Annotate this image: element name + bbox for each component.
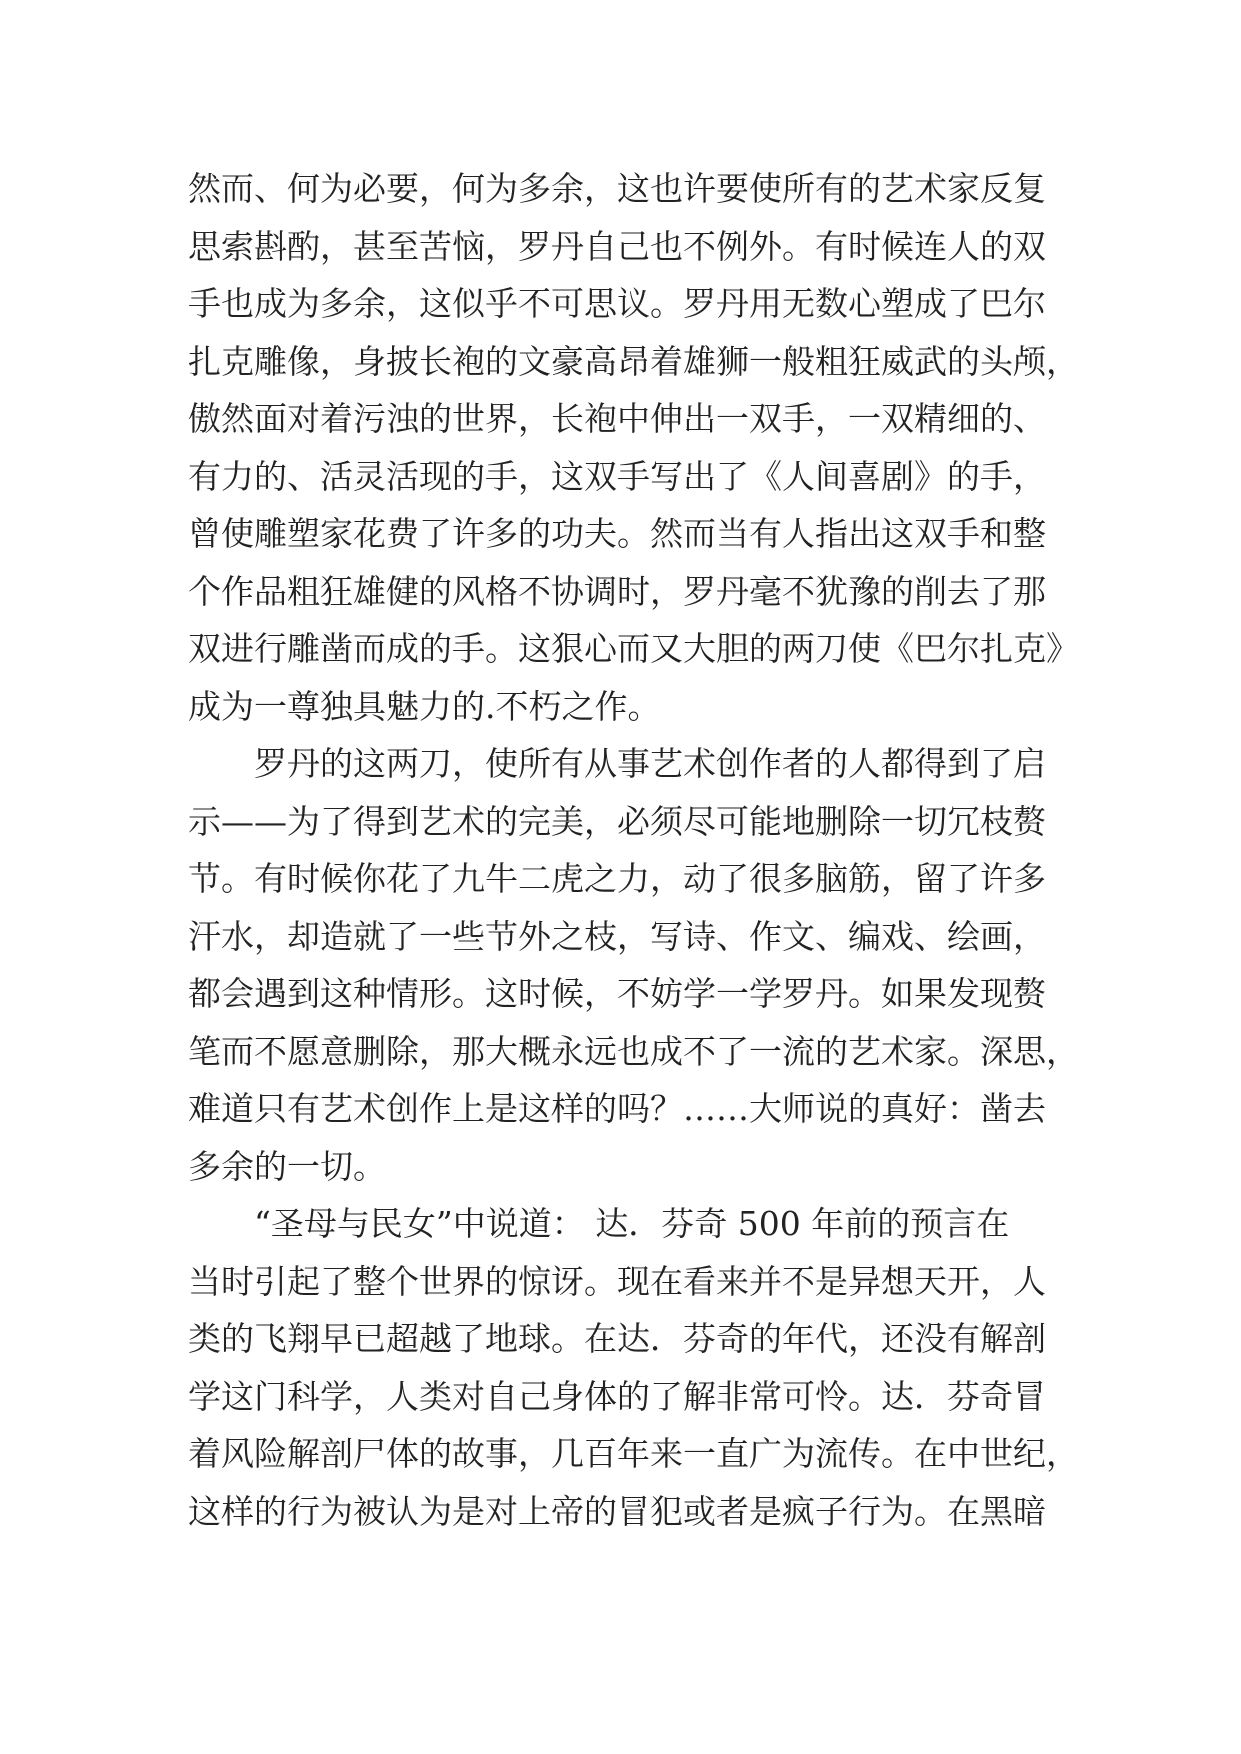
text-line: 个作品粗狂雄健的风格不协调时，罗丹毫不犹豫的削去了那: [188, 571, 1046, 611]
text-line: 傲然面对着污浊的世界，长袍中伸出一双手，一双精细的、: [188, 399, 1046, 438]
text-line: 双进行雕凿而成的手。这狠心而又大胆的两刀使《巴尔扎克》: [188, 629, 1079, 668]
text-line: 学这门科学，人类对自己身体的了解非常可怜。达．芬奇冒: [188, 1376, 1046, 1416]
paragraph: [188, 735, 1079, 1195]
text-line: 难道只有艺术创作上是这样的吗？……大师说的真好：凿去: [188, 1089, 1046, 1128]
text-line: 这样的行为被认为是对上帝的冒犯或者是疯子行为。在黑暗: [188, 1491, 1046, 1531]
text-line: 笔而不愿意删除，那大概永远也成不了一流的艺术家。深思，: [188, 1031, 1079, 1071]
text-line: 类的飞翔早已超越了地球。在达．芬奇的年代，还没有解剖: [188, 1319, 1046, 1358]
text-line: 曾使雕塑家花费了许多的功夫。然而当有人指出这双手和整: [188, 514, 1046, 553]
text-line: 手也成为多余，这似乎不可思议。罗丹用无数心塑成了巴尔: [188, 284, 1046, 323]
text-line: 成为一尊独具魅力的.不朽之作。: [188, 686, 661, 726]
text-line: 多余的一切。: [188, 1146, 386, 1186]
text-line: 当时引起了整个世界的惊讶。现在看来并不是异想天开，人: [188, 1261, 1046, 1301]
text-line: 都会遇到这种情形。这时候，不妨学一学罗丹。如果发现赘: [188, 974, 1046, 1013]
paragraph: [188, 160, 1079, 735]
text-line: 有力的、活灵活现的手，这双手写出了《人间喜剧》的手，: [188, 456, 1046, 496]
paragraph: [188, 1195, 1079, 1540]
text-line: “圣母与民女”中说道： 达．芬奇 500 年前的预言在: [254, 1204, 1010, 1243]
text-line: 罗丹的这两刀，使所有从事艺术创作者的人都得到了启: [254, 744, 1046, 783]
text-line: 着风险解剖尸体的故事，几百年来一直广为流传。在中世纪，: [188, 1434, 1079, 1473]
text-line: 思索斟酌，甚至苦恼，罗丹自己也不例外。有时候连人的双: [188, 226, 1046, 266]
text-line: 然而、何为必要，何为多余，这也许要使所有的艺术家反复: [188, 169, 1046, 208]
text-line: 扎克雕像，身披长袍的文豪高昂着雄狮一般粗狂威武的头颅，: [188, 341, 1079, 381]
text-line: 示——为了得到艺术的完美，必须尽可能地删除一切冗枝赘: [188, 801, 1046, 841]
document-body: [188, 160, 1079, 1540]
text-line: 汗水，却造就了一些节外之枝，写诗、作文、编戏、绘画，: [188, 916, 1046, 956]
text-line: 节。有时候你花了九牛二虎之力，动了很多脑筋，留了许多: [188, 859, 1046, 898]
